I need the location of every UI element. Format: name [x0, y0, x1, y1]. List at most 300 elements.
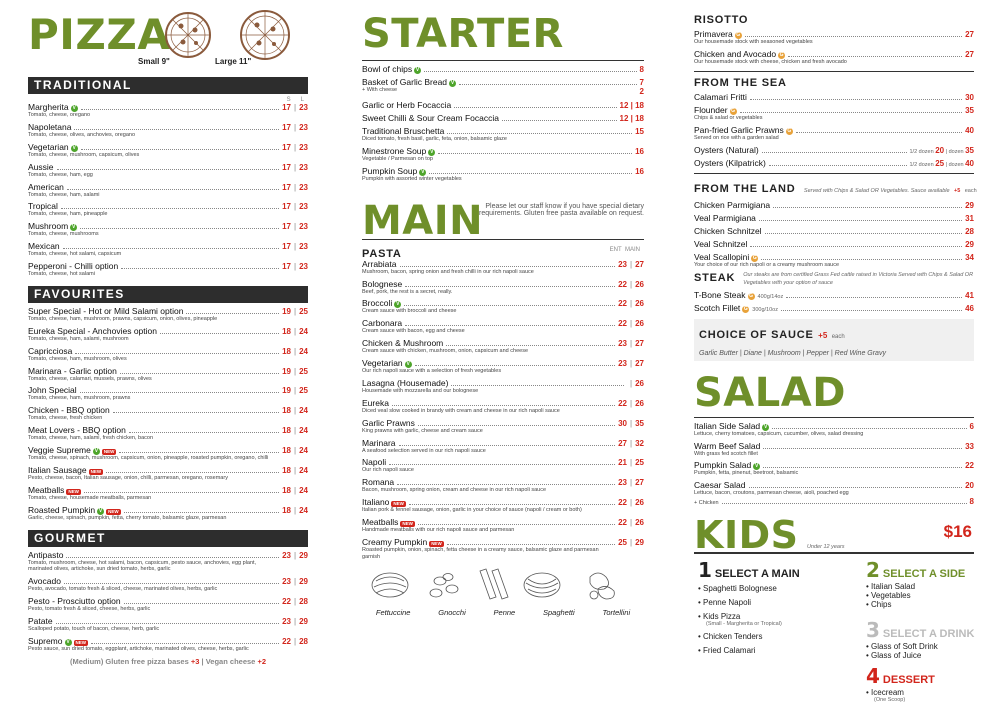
- leader-dots: [61, 208, 279, 209]
- leader-dots: [119, 452, 279, 453]
- item-price: 17 | 23: [282, 202, 308, 212]
- item-name: Italiano: [362, 497, 390, 508]
- item-price: 19 | 25: [282, 306, 308, 316]
- main-title: MAIN: [362, 197, 484, 244]
- menu-item: [694, 252, 974, 269]
- menu-item: [362, 279, 644, 296]
- item-price: 25 | 29: [618, 537, 644, 547]
- item-price: 30: [965, 92, 974, 102]
- leader-dots: [761, 259, 962, 260]
- item-name: Chicken & Mushroom: [362, 338, 444, 349]
- kids-options: [694, 554, 974, 704]
- leader-dots: [84, 492, 279, 493]
- leader-dots: [80, 228, 279, 229]
- item-name: Napoletana: [28, 121, 72, 132]
- item-name: Basket of Garlic Bread: [362, 77, 448, 87]
- menu-item: [28, 261, 308, 278]
- leader-dots: [447, 544, 615, 545]
- leader-dots: [397, 484, 615, 485]
- item-name: Primavera: [694, 29, 733, 39]
- leader-dots: [106, 472, 279, 473]
- item-name: Eureka Special - Anchovies option: [28, 325, 157, 336]
- leader-dots: [121, 268, 279, 269]
- item-name: Creamy Pumpkin: [362, 536, 428, 547]
- small-pizza-illustration: [163, 10, 213, 60]
- menu-item: [28, 405, 308, 422]
- menu-item: [362, 418, 644, 435]
- menu-item: Oysters (Kilpatrick) 1/2 dozen 25 | dozen 40: [694, 157, 974, 168]
- menu-item: [28, 122, 308, 139]
- sauce-options: Garlic Butter | Diane | Mushroom | Pepper | Red Wine Gravy: [699, 349, 886, 357]
- item-name: Broccoli: [362, 298, 393, 309]
- menu-item: [28, 182, 308, 199]
- item-price: 17 | 23: [282, 242, 308, 252]
- item-name: Oysters (Natural): [694, 144, 759, 155]
- item-description: Pumpkin with assorted winter vegetables: [362, 175, 462, 182]
- menu-item: [28, 385, 308, 402]
- leader-dots: [113, 412, 279, 413]
- favourites-list: [28, 306, 308, 522]
- leader-dots: [405, 325, 615, 326]
- pasta-shapes-illustration: [362, 565, 644, 605]
- menu-item: [362, 438, 644, 455]
- leader-dots: [409, 504, 615, 505]
- item-description: Tomato, cheese, ham, salami, fresh chicken, bacon: [28, 435, 154, 442]
- leader-dots: [429, 173, 632, 174]
- item-price: 18 | 24: [282, 426, 308, 436]
- item-price: 17 | 23: [282, 162, 308, 172]
- item-name: Traditional Bruschetta: [362, 126, 445, 136]
- item-description: With grass fed scotch fillet: [694, 450, 758, 457]
- leader-dots: [765, 233, 963, 234]
- menu-item: [362, 477, 644, 494]
- item-description: Bacon, mushroom, spring onion, cream and cheese in our rich napoli sauce: [362, 487, 547, 494]
- sea-list: [694, 92, 974, 168]
- item-description: Tomato, cheese, ham, egg: [28, 171, 93, 178]
- item-name: Supremo: [28, 635, 63, 646]
- item-price: 35: [965, 105, 974, 115]
- menu-item: [362, 378, 644, 395]
- item-description: Tomato, cheese, hot salami: [28, 271, 95, 277]
- risotto-heading: RISOTTO: [694, 14, 749, 26]
- item-price: 27: [965, 30, 974, 39]
- menu-item: [694, 239, 974, 249]
- leader-dots: [788, 56, 962, 57]
- item-name: Pan-fried Garlic Prawns: [694, 124, 784, 135]
- leader-dots: [64, 583, 279, 584]
- new-badge: NEW: [402, 521, 413, 526]
- leader-dots: [796, 132, 962, 133]
- item-description: Served on rice with a garden salad: [694, 134, 779, 141]
- leader-dots: [750, 246, 962, 247]
- leader-dots: [66, 557, 279, 558]
- item-price: 40: [965, 125, 974, 135]
- gluten-free-icon: G: [779, 51, 784, 58]
- item-description: Mushroom, bacon, spring onion and fresh chilli in our rich napoli sauce: [362, 268, 534, 275]
- menu-item: [694, 213, 974, 223]
- small-size-label: Small 9": [138, 57, 170, 66]
- item-description: Tomato, cheese, mushroom, capsicum, olives: [28, 151, 140, 158]
- vegetarian-icon: V: [66, 638, 70, 645]
- item-description: Tomato, cheese, housemade meatballs, parmesan: [28, 494, 152, 501]
- leader-dots: [74, 129, 279, 130]
- salad-title: SALAD: [694, 369, 846, 416]
- risotto-list: [694, 29, 974, 66]
- vegetarian-icon: V: [421, 168, 425, 175]
- item-price: | 26: [630, 378, 644, 388]
- steak-header: STEAK Our steaks are from certified Grass Fed cattle raised in Victoria Served with Chips & Salad OR Vegetables with your option of sauce: [694, 272, 974, 286]
- item-description: Our rich napoli sauce with a selection of fresh vegetables: [362, 368, 502, 374]
- kids-dessert: 4 DESSERT • Icecream (One Scoop): [866, 664, 935, 704]
- item-price: 22 | 26: [618, 279, 644, 289]
- item-description: Our rich napoli sauce: [362, 467, 414, 474]
- sea-heading: FROM THE SEA: [694, 76, 787, 89]
- item-price: 23 | 29: [282, 577, 308, 587]
- leader-dots: [399, 445, 616, 446]
- new-badge: NEW: [393, 501, 404, 507]
- item-price: 17 | 23: [282, 103, 308, 112]
- item-price: 23 | 27: [618, 359, 644, 368]
- item-description: Tomato, cheese, ham, salami, mushroom: [28, 335, 129, 342]
- item-price: 29: [965, 239, 974, 249]
- gluten-free-icon: G: [731, 107, 735, 114]
- item-price: 22 | 28: [282, 597, 308, 607]
- menu-item: [694, 226, 974, 236]
- leader-dots: [446, 345, 615, 346]
- leader-dots: [404, 305, 615, 306]
- item-name: Capricciosa: [28, 345, 73, 356]
- item-name: Veggie Supreme: [28, 445, 91, 455]
- menu-item: [362, 497, 644, 514]
- item-price: 22: [965, 461, 974, 471]
- item-name: Minestrone Soup: [362, 145, 427, 156]
- leader-dots: [120, 373, 279, 374]
- item-name: Garlic Prawns: [362, 417, 415, 428]
- gluten-free-icon: G: [736, 32, 741, 38]
- item-name: Veal Scallopini: [694, 251, 750, 262]
- menu-item: [28, 102, 308, 119]
- item-description: Vegetable / Parmesan on top: [362, 155, 433, 162]
- menu-item: [28, 201, 308, 218]
- new-badge: NEW: [68, 488, 79, 494]
- leader-dots: [750, 99, 962, 100]
- leader-dots: [56, 623, 280, 624]
- item-name: Antipasto: [28, 549, 64, 560]
- item-price: 22 | 28: [282, 636, 308, 646]
- leader-dots: [80, 392, 279, 393]
- item-description: Our housemade stock with cheese, chicken and fresh avocado: [694, 58, 847, 65]
- menu-item: [362, 100, 644, 110]
- item-price: 23 | 29: [282, 617, 308, 626]
- menu-item: [362, 64, 644, 74]
- leader-dots: [502, 120, 617, 121]
- menu-item: [362, 358, 644, 375]
- menu-item: [28, 241, 308, 258]
- leader-dots: [81, 149, 279, 150]
- item-price: 20: [965, 481, 974, 491]
- menu-item: [362, 146, 644, 163]
- item-price: 23 | 27: [618, 259, 644, 269]
- salad-list: [694, 421, 974, 507]
- gluten-free-icon: G: [752, 254, 757, 261]
- item-name: Pumpkin Soup: [362, 165, 418, 176]
- gluten-free-icon: G: [749, 292, 753, 299]
- leader-dots: [772, 428, 966, 429]
- menu-item: [28, 616, 308, 633]
- gluten-free-icon: G: [743, 305, 748, 312]
- leader-dots: [160, 333, 279, 334]
- item-description: Tomato, cheese, ham, pineapple: [28, 211, 108, 218]
- item-price: 22 | 26: [618, 518, 644, 527]
- leader-dots: [418, 524, 615, 525]
- item-description: Pumpkin, fetta, pinenut, beetroot, balsamic: [694, 470, 799, 477]
- vegetarian-icon: V: [764, 423, 768, 430]
- item-price: 12 | 18: [619, 114, 644, 123]
- item-name: Chicken and Avocado: [694, 48, 777, 59]
- item-name: Chicken Parmigiana: [694, 199, 771, 210]
- leader-dots: [459, 84, 637, 85]
- item-description: Cream sauce with bacon, egg and cheese: [362, 328, 465, 335]
- item-name: Warm Beef Salad: [694, 440, 761, 451]
- item-description: Cream sauce with chicken, mushroom, onion, capsicum and cheese: [362, 348, 528, 355]
- leader-dots: [763, 448, 962, 449]
- menu-item: [362, 457, 644, 474]
- menu-item: [694, 49, 974, 66]
- item-description: Tomato, cheese, oregano: [28, 112, 91, 118]
- menu-item: [28, 445, 308, 462]
- item-name: Garlic or Herb Focaccia: [362, 100, 452, 110]
- leader-dots: [415, 365, 615, 366]
- item-price: 46: [965, 303, 974, 313]
- item-name: Veal Schnitzel: [694, 238, 748, 249]
- item-price: 16: [635, 166, 644, 176]
- vegetarian-icon: V: [406, 361, 410, 367]
- leader-dots: [405, 286, 615, 287]
- item-description: A seafood selection served in our rich napoli sauce: [362, 447, 486, 454]
- menu-item: [28, 366, 308, 383]
- item-name: Carbonara: [362, 318, 403, 329]
- large-size-label: Large 11": [215, 57, 252, 66]
- new-badge: NEW: [103, 449, 115, 454]
- item-description: Tomato, cheese, ham, mushroom, prawns, capsicum, onion, olives, pineapple: [28, 315, 218, 322]
- pizza-footer: (Medium) Gluten free pizza bases +3 | Vegan cheese +2: [69, 656, 266, 666]
- leader-dots: [454, 107, 616, 108]
- item-name: Oysters (Kilpatrick): [694, 157, 766, 168]
- item-description: Diced veal slow cooked in brandy with cream and cheese in our rich napoli sauce: [362, 407, 560, 414]
- vegetarian-icon: V: [98, 507, 103, 514]
- menu-item: [694, 441, 974, 458]
- item-description: Italian pork & fennel sausage, onion, garlic in your choice of sauce (napoli / cream or both): [362, 507, 582, 514]
- new-badge: NEW: [431, 540, 442, 546]
- leader-dots: [418, 425, 615, 426]
- vegetarian-icon: V: [415, 67, 420, 73]
- item-name: Mushroom: [28, 221, 69, 232]
- leader-dots: [67, 189, 279, 190]
- item-price: 41: [965, 290, 974, 300]
- item-price: 18 | 24: [282, 446, 308, 455]
- item-name: Chicken Schnitzel: [694, 225, 762, 236]
- item-price: 22 | 26: [618, 319, 644, 329]
- vegetarian-icon: V: [396, 301, 400, 308]
- menu-item: [694, 105, 974, 122]
- pizza-column: [28, 0, 308, 666]
- menu-item: [694, 125, 974, 142]
- large-pizza-illustration: [238, 8, 292, 62]
- item-description: Lettuce, cherry tomatoes, capsicum, cucumber, olives, salad dressing: [694, 430, 864, 437]
- menu-item: Oysters (Natural) 1/2 dozen 20 | dozen 35: [694, 144, 974, 155]
- gluten-free-icon: G: [787, 127, 792, 134]
- choice-of-sauce-box: CHOICE OF SAUCE +5 each Garlic Butter | Diane | Mushroom | Pepper | Red Wine Gravy: [694, 319, 974, 361]
- land-list: [694, 200, 974, 269]
- kids-select-drink: 3 SELECT A DRINK • Glass of Soft Drink • Glass of Juice: [866, 618, 975, 661]
- item-description: Tomato, cheese, mushrooms: [28, 231, 99, 238]
- ent-main-columns: ENT MAIN: [609, 246, 640, 253]
- item-price: 17 | 23: [282, 142, 308, 152]
- item-price: 22 | 26: [618, 299, 644, 309]
- item-name: Pepperoni - Chilli option: [28, 261, 119, 271]
- item-name: Pesto - Prosciutto option: [28, 596, 121, 607]
- item-price: 17 | 23: [282, 262, 308, 271]
- menu-item: [28, 550, 308, 574]
- menu-item: [694, 460, 974, 477]
- item-description: Pesto sauce, sun dried tomato, eggplant, artichoke, marinated olives, cheese, herbs, garlic: [28, 645, 249, 652]
- item-price: 6: [969, 421, 974, 431]
- new-badge: NEW: [90, 468, 102, 474]
- menu-item: [362, 537, 644, 561]
- item-price: 23 | 27: [618, 478, 644, 488]
- item-price: 8: [639, 65, 644, 74]
- menu-item: [28, 596, 308, 613]
- leader-dots: [786, 297, 962, 298]
- leader-dots: [740, 112, 963, 113]
- item-name: Meat Lovers - BBQ option: [28, 425, 126, 436]
- item-price: 18 | 24: [282, 505, 308, 515]
- item-price: 33: [965, 441, 974, 451]
- item-price: 7: [639, 78, 644, 87]
- item-name: Avocado: [28, 576, 61, 587]
- item-price: 22 | 26: [618, 498, 644, 508]
- kids-price: $16: [943, 522, 972, 542]
- leader-dots: [129, 432, 279, 433]
- item-price: 16: [635, 146, 644, 156]
- kids-select-side: 2 SELECT A SIDE • Italian Salad • Vegetables • Chips: [866, 558, 966, 610]
- item-name: Vegetarian: [362, 358, 403, 368]
- menu-item: [362, 166, 644, 183]
- item-description: Tomato, cheese, hot salami, capsicum: [28, 251, 122, 258]
- item-name: Flounder: [694, 104, 728, 115]
- leader-dots: [389, 464, 615, 465]
- item-price: 15: [635, 127, 644, 136]
- menu-item: [362, 298, 644, 315]
- land-header: FROM THE LAND Served with Chips & Salad OR Vegetables. Sauce available +5 each: [694, 182, 977, 195]
- right-column: [694, 0, 977, 704]
- pizza-title: PIZZA: [28, 10, 171, 59]
- menu-item: [362, 398, 644, 415]
- item-name: Veal Parmigiana: [694, 212, 756, 223]
- item-price: 12 | 18: [619, 101, 644, 110]
- leader-dots: [745, 36, 962, 37]
- item-description: Housemade with mozzarella and our bolognese: [362, 387, 479, 394]
- item-name: American: [28, 181, 64, 192]
- item-price: 18 | 24: [282, 326, 308, 336]
- item-name: Lasagna (Housemade): [362, 377, 449, 388]
- item-name: Mexican: [28, 241, 60, 252]
- item-description: Roasted pumpkin, onion, spinach, fetta cheese in a creamy sauce, balsamic glaze and parmesan garnish: [362, 546, 599, 560]
- dietary-note: Please let our staff know if you have special dietary requirements. Gluten free pasta available on request.: [479, 202, 644, 217]
- leader-dots: [438, 153, 632, 154]
- menu-item: [28, 485, 308, 502]
- item-name: Italian Sausage: [28, 464, 87, 475]
- gourmet-heading: GOURMET: [28, 530, 308, 547]
- menu-item: [28, 162, 308, 179]
- item-price: 18 | 24: [282, 485, 308, 495]
- item-price: 27: [965, 49, 974, 59]
- leader-dots: [186, 313, 279, 314]
- menu-item: [694, 200, 974, 210]
- item-name: Margherita: [28, 102, 69, 112]
- item-name: Napoli: [362, 457, 387, 468]
- menu-item: [694, 92, 974, 102]
- item-name: Marinara: [362, 437, 396, 448]
- menu-item: [28, 465, 308, 482]
- item-price: 34: [965, 252, 974, 262]
- item-price: 23 | 29: [282, 550, 308, 560]
- leader-dots: [451, 385, 624, 386]
- menu-item: [362, 517, 644, 534]
- menu-item: [362, 77, 644, 97]
- item-description: Lettuce, bacon, croutons, parmesan cheese, aioli, poached egg: [694, 490, 849, 497]
- item-name: Italian Side Salad: [694, 420, 761, 431]
- item-price: 19 | 25: [282, 366, 308, 376]
- item-price: 17 | 23: [282, 222, 308, 232]
- item-description: Tomato, cheese, ham, salami: [28, 191, 100, 198]
- new-badge: NEW: [108, 508, 119, 514]
- item-price: 21 | 25: [618, 458, 644, 468]
- item-price: 18 | 24: [282, 465, 308, 475]
- gourmet-list: [28, 550, 308, 653]
- item-name: Tropical: [28, 201, 58, 212]
- item-description: Beef, pork, the rest is a secret, really.: [362, 288, 453, 295]
- item-description: King prawns with garlic, cheese and cream sauce: [362, 427, 483, 434]
- item-price: 17 | 23: [282, 122, 308, 132]
- item-name: Meatballs: [28, 484, 65, 495]
- item-description: Tomato, cheese, ham, mushroom, prawns: [28, 395, 131, 402]
- leader-dots: [91, 643, 279, 644]
- menu-item: Caesar Salad 20 Lettuce, bacon, croutons, parmesan cheese, aioli, poached egg + Chicken 8: [694, 480, 974, 507]
- starter-title: STARTER: [362, 11, 564, 57]
- leader-dots: [124, 512, 280, 513]
- menu-item: [362, 338, 644, 355]
- item-name: Calamari Fritti: [694, 91, 747, 102]
- kids-age: Under 12 years: [806, 544, 845, 551]
- favourites-heading: FAVOURITES: [28, 286, 308, 303]
- menu-item: [694, 421, 974, 438]
- vegetarian-icon: V: [72, 144, 76, 151]
- item-price: 27 | 32: [618, 438, 644, 448]
- item-name: Aussie: [28, 161, 54, 172]
- menu-item: [362, 113, 644, 123]
- item-name: Bolognese: [362, 278, 403, 289]
- item-price: 18 | 24: [282, 406, 308, 416]
- starter-list: [362, 64, 644, 183]
- item-description: Your choice of our rich napoli or a creamy mushroom sauce: [694, 261, 840, 268]
- item-description: Tomato, cheese, ham, mushroom, olives: [28, 355, 127, 362]
- pasta-shape-labels: Fettuccine Gnocchi Penne Spaghetti Tortellini: [375, 607, 631, 617]
- item-description: Garlic, cheese, spinach, pumpkin, fetta, cherry tomato, balsamic glaze, parmesan: [28, 514, 227, 521]
- menu-item: [28, 636, 308, 653]
- vegetarian-icon: V: [71, 224, 76, 231]
- item-name: John Special: [28, 385, 77, 396]
